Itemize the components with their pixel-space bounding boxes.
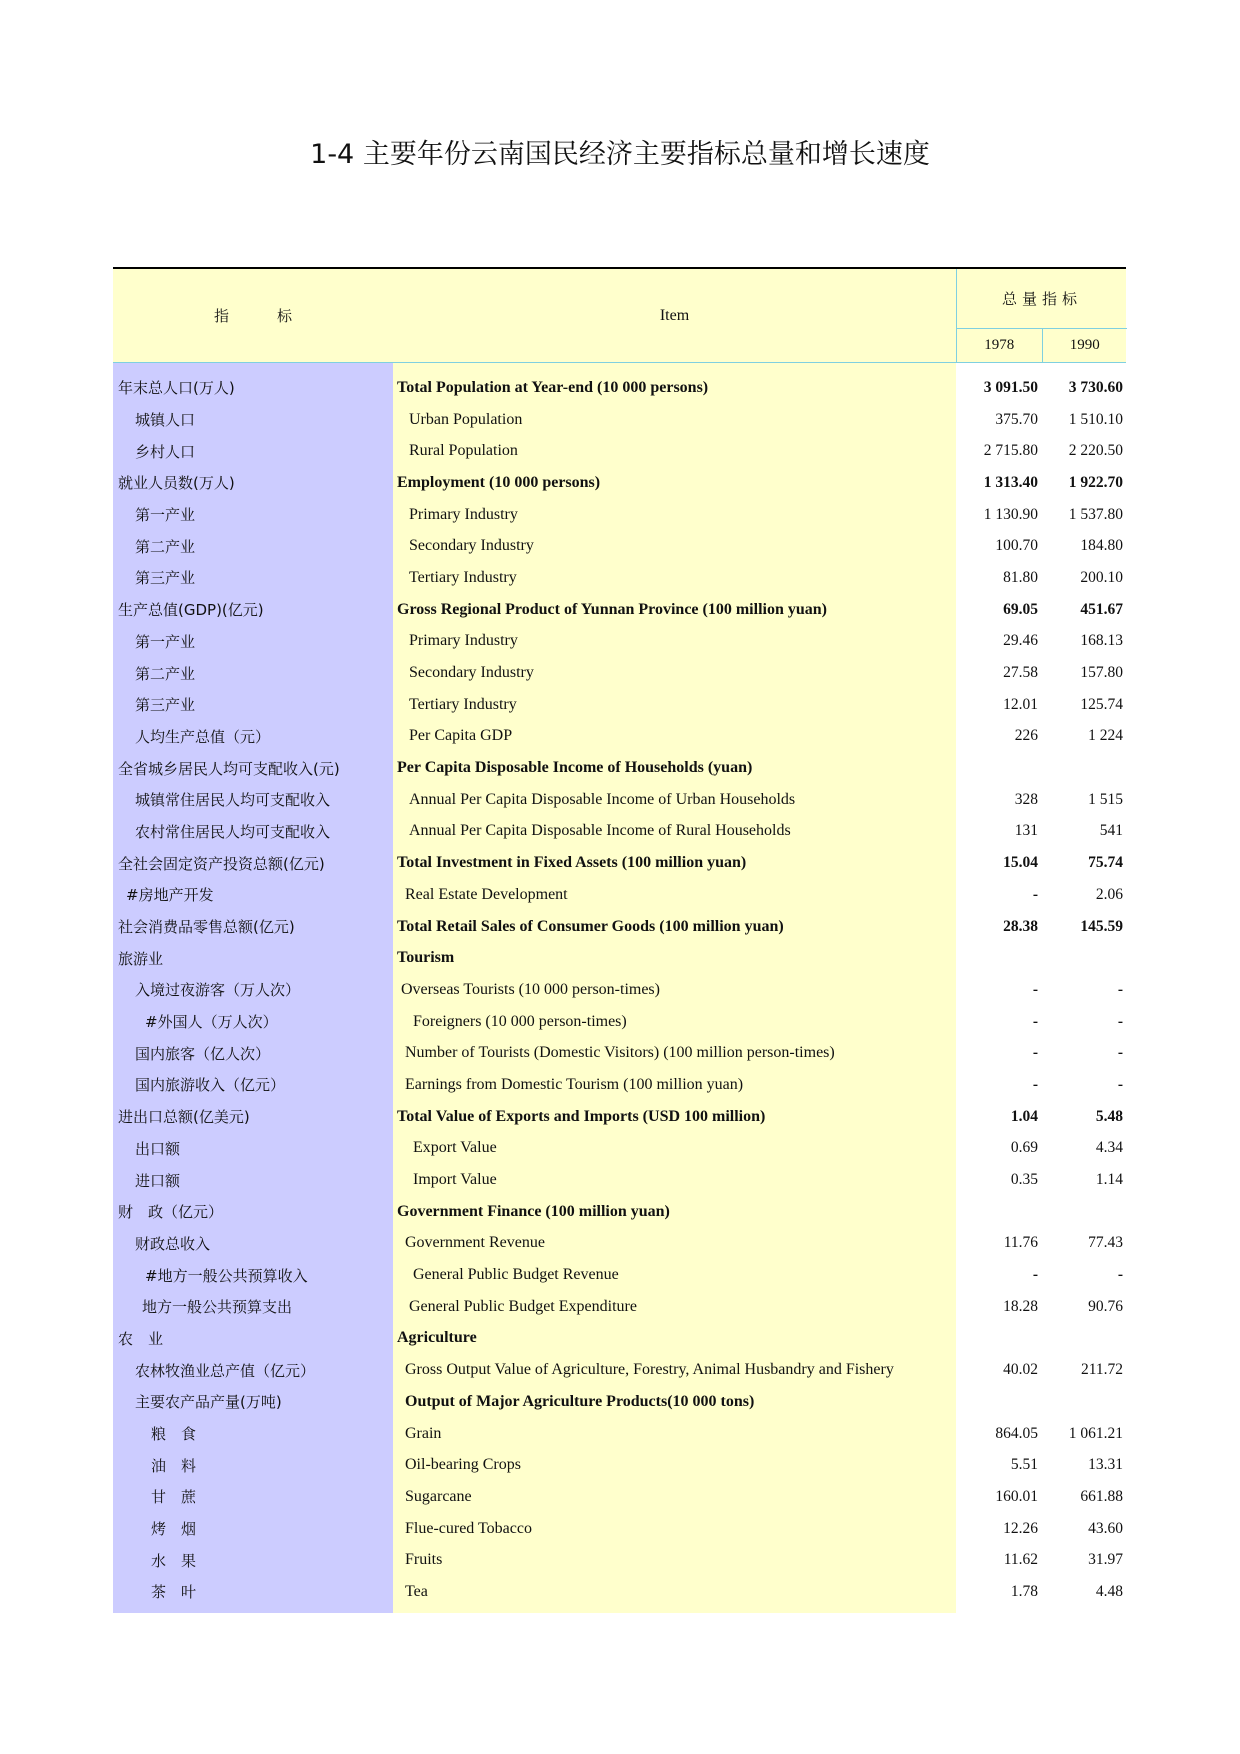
value-1990: 1 537.80 bbox=[1068, 505, 1123, 523]
row-label-cn: 农林牧渔业总产值（亿元） bbox=[113, 1354, 393, 1386]
value-1990: 145.59 bbox=[1080, 917, 1123, 935]
statistics-table bbox=[113, 267, 1126, 1613]
row-label-cn: 甘 蔗 bbox=[113, 1481, 393, 1513]
row-label-cn: 第一产业 bbox=[113, 626, 393, 658]
value-1990: 13.31 bbox=[1088, 1456, 1123, 1474]
value-1978: 40.02 bbox=[1003, 1361, 1038, 1379]
table-row bbox=[113, 404, 1126, 436]
row-label-en: Grain bbox=[393, 1418, 956, 1450]
row-label-en: Gross Regional Product of Yunnan Province (100 million yuan) bbox=[393, 594, 956, 626]
row-label-en: Primary Industry bbox=[393, 499, 956, 531]
value-1990: 77.43 bbox=[1088, 1234, 1123, 1252]
row-label-en: Overseas Tourists (10 000 person-times) bbox=[393, 974, 956, 1006]
row-label-en: Total Value of Exports and Imports (USD 100 million) bbox=[393, 1101, 956, 1133]
row-label-en: Tea bbox=[393, 1576, 956, 1608]
value-1990: - bbox=[1117, 1075, 1123, 1093]
value-1978: 1 130.90 bbox=[983, 505, 1038, 523]
table-row bbox=[113, 1101, 1126, 1133]
table-row bbox=[113, 721, 1126, 753]
value-1978: - bbox=[1032, 1075, 1038, 1093]
row-label-cn: 就业人员数(万人) bbox=[113, 467, 393, 499]
value-1978: 18.28 bbox=[1003, 1297, 1038, 1315]
row-label-en: Real Estate Development bbox=[393, 879, 956, 911]
page-title bbox=[0, 132, 1240, 171]
value-1978: 11.62 bbox=[1003, 1551, 1038, 1569]
table-row bbox=[113, 1291, 1126, 1323]
table-row bbox=[113, 530, 1126, 562]
value-1978: 0.35 bbox=[1010, 1171, 1038, 1189]
table-row bbox=[113, 1449, 1126, 1481]
table-row bbox=[113, 689, 1126, 721]
value-1990: - bbox=[1117, 980, 1123, 998]
table-row bbox=[113, 1037, 1126, 1069]
row-label-en: Import Value bbox=[393, 1164, 956, 1196]
row-label-en: Foreigners (10 000 person-times) bbox=[393, 1006, 956, 1038]
row-label-en: Tertiary Industry bbox=[393, 689, 956, 721]
row-label-en: Tourism bbox=[393, 942, 956, 974]
row-label-cn: 国内旅客（亿人次） bbox=[113, 1037, 393, 1069]
row-label-en: Government Finance (100 million yuan) bbox=[393, 1196, 956, 1228]
table-row bbox=[113, 1259, 1126, 1291]
table-row bbox=[113, 1323, 1126, 1355]
row-label-en: Annual Per Capita Disposable Income of Rural Households bbox=[393, 816, 956, 848]
row-label-en: Employment (10 000 persons) bbox=[393, 467, 956, 499]
row-label-cn: 农 业 bbox=[113, 1323, 393, 1355]
value-1990 bbox=[1041, 1196, 1126, 1228]
table-row bbox=[113, 1513, 1126, 1545]
table-row bbox=[113, 1228, 1126, 1260]
value-1990: 75.74 bbox=[1088, 854, 1123, 872]
row-label-cn: 进口额 bbox=[113, 1164, 393, 1196]
value-1978: 160.01 bbox=[995, 1487, 1038, 1505]
row-label-cn: 财 政（亿元） bbox=[113, 1196, 393, 1228]
value-1990: 661.88 bbox=[1080, 1487, 1123, 1505]
row-label-en: Earnings from Domestic Tourism (100 million yuan) bbox=[393, 1069, 956, 1101]
table-row bbox=[113, 1418, 1126, 1450]
value-1990: - bbox=[1117, 1044, 1123, 1062]
row-label-cn: 水 果 bbox=[113, 1544, 393, 1576]
table-row bbox=[113, 435, 1126, 467]
value-1978 bbox=[956, 1386, 1041, 1418]
value-1990: 451.67 bbox=[1080, 600, 1123, 618]
table-title: 主要年份云南国民经济主要指标总量和增长速度 bbox=[362, 139, 930, 170]
value-1978: 5.51 bbox=[1010, 1456, 1038, 1474]
row-label-cn: 油 料 bbox=[113, 1449, 393, 1481]
row-label-cn: 全社会固定资产投资总额(亿元) bbox=[113, 847, 393, 879]
value-1990: 5.48 bbox=[1095, 1107, 1123, 1125]
row-label-en: General Public Budget Expenditure bbox=[393, 1291, 956, 1323]
value-1978 bbox=[956, 1196, 1041, 1228]
value-1978: 81.80 bbox=[1003, 568, 1038, 586]
table-row bbox=[113, 847, 1126, 879]
value-1978: - bbox=[1032, 1266, 1038, 1284]
value-1990: 1 515 bbox=[1088, 790, 1123, 808]
table-row bbox=[113, 594, 1126, 626]
table-row bbox=[113, 1164, 1126, 1196]
value-1978: 100.70 bbox=[995, 537, 1038, 555]
value-1990: 4.48 bbox=[1095, 1582, 1123, 1600]
row-label-cn: 粮 食 bbox=[113, 1418, 393, 1450]
table-code: 1-4 bbox=[310, 139, 355, 170]
value-1978: - bbox=[1032, 980, 1038, 998]
header-years bbox=[957, 329, 1127, 362]
value-1978: 0.69 bbox=[1010, 1139, 1038, 1157]
value-1978: 864.05 bbox=[995, 1424, 1038, 1442]
row-label-cn: 茶 叶 bbox=[113, 1576, 393, 1608]
row-label-cn: 国内旅游收入（亿元） bbox=[113, 1069, 393, 1101]
row-label-cn: 第二产业 bbox=[113, 530, 393, 562]
table-row bbox=[113, 1576, 1126, 1608]
value-1990: 1 510.10 bbox=[1068, 410, 1123, 428]
row-label-cn: #地方一般公共预算收入 bbox=[113, 1259, 393, 1291]
row-label-en: Total Investment in Fixed Assets (100 million yuan) bbox=[393, 847, 956, 879]
table-row bbox=[113, 911, 1126, 943]
row-label-en: Primary Industry bbox=[393, 626, 956, 658]
row-label-en: Gross Output Value of Agriculture, Forestry, Animal Husbandry and Fishery bbox=[393, 1354, 956, 1386]
value-1978: 131 bbox=[1014, 822, 1038, 840]
table-row bbox=[113, 942, 1126, 974]
value-1990: 4.34 bbox=[1095, 1139, 1123, 1157]
value-1990: 1 224 bbox=[1088, 727, 1123, 745]
header-indicator-cn: 指标 bbox=[213, 307, 340, 325]
row-label-cn: 人均生产总值（元） bbox=[113, 721, 393, 753]
row-label-cn: 乡村人口 bbox=[113, 435, 393, 467]
table-row bbox=[113, 657, 1126, 689]
row-label-en: Total Retail Sales of Consumer Goods (100 million yuan) bbox=[393, 911, 956, 943]
value-1978: 1 313.40 bbox=[983, 473, 1038, 491]
row-label-cn: 出口额 bbox=[113, 1133, 393, 1165]
row-label-cn: 城镇人口 bbox=[113, 404, 393, 436]
value-1978: - bbox=[1032, 885, 1038, 903]
table-row bbox=[113, 816, 1126, 848]
value-1990: 3 730.60 bbox=[1068, 378, 1123, 396]
value-1990: 43.60 bbox=[1088, 1519, 1123, 1537]
value-1990: 90.76 bbox=[1088, 1297, 1123, 1315]
value-1990: 2.06 bbox=[1095, 885, 1123, 903]
table-row bbox=[113, 499, 1126, 531]
value-1978: 226 bbox=[1014, 727, 1038, 745]
table-row bbox=[113, 879, 1126, 911]
header-year-1990: 1990 bbox=[1069, 337, 1100, 353]
row-label-cn: 农村常住居民人均可支配收入 bbox=[113, 816, 393, 848]
row-label-cn: 第二产业 bbox=[113, 657, 393, 689]
value-1990: 31.97 bbox=[1088, 1551, 1123, 1569]
value-1990: - bbox=[1117, 1012, 1123, 1030]
value-1990 bbox=[1041, 1323, 1126, 1355]
value-1978 bbox=[956, 942, 1041, 974]
value-1990: 157.80 bbox=[1080, 664, 1123, 682]
value-1990: - bbox=[1117, 1266, 1123, 1284]
table-row bbox=[113, 1481, 1126, 1513]
header-total-label: 总量指标 bbox=[957, 269, 1127, 329]
row-label-en: Export Value bbox=[393, 1133, 956, 1165]
table-body-tail bbox=[113, 1608, 1126, 1613]
row-label-en: Sugarcane bbox=[393, 1481, 956, 1513]
value-1978: 1.04 bbox=[1010, 1107, 1038, 1125]
row-label-en: Oil-bearing Crops bbox=[393, 1449, 956, 1481]
value-1978: - bbox=[1032, 1044, 1038, 1062]
row-label-cn: 年末总人口(万人) bbox=[113, 372, 393, 404]
row-label-en: Government Revenue bbox=[393, 1228, 956, 1260]
value-1990: 1 061.21 bbox=[1068, 1424, 1123, 1442]
row-label-cn: 主要农产品产量(万吨) bbox=[113, 1386, 393, 1418]
value-1990: 1.14 bbox=[1095, 1171, 1123, 1189]
row-label-en: Total Population at Year-end (10 000 persons) bbox=[393, 372, 956, 404]
value-1990: 211.72 bbox=[1080, 1361, 1123, 1379]
row-label-cn: 生产总值(GDP)(亿元) bbox=[113, 594, 393, 626]
table-row bbox=[113, 1354, 1126, 1386]
table-row bbox=[113, 1544, 1126, 1576]
table-row bbox=[113, 784, 1126, 816]
row-label-cn: #房地产开发 bbox=[113, 879, 393, 911]
row-label-cn: 社会消费品零售总额(亿元) bbox=[113, 911, 393, 943]
value-1990: 2 220.50 bbox=[1068, 442, 1123, 460]
header-year-1978: 1978 bbox=[957, 329, 1043, 362]
table-body bbox=[113, 363, 1126, 1613]
row-label-cn: 入境过夜游客（万人次） bbox=[113, 974, 393, 1006]
table-header bbox=[113, 269, 1126, 362]
value-1978: 1.78 bbox=[1010, 1582, 1038, 1600]
value-1978: 328 bbox=[1014, 790, 1038, 808]
row-label-en: General Public Budget Revenue bbox=[393, 1259, 956, 1291]
row-label-en: Per Capita GDP bbox=[393, 721, 956, 753]
row-label-cn: 烤 烟 bbox=[113, 1513, 393, 1545]
value-1978: 2 715.80 bbox=[983, 442, 1038, 460]
table-body-spacer bbox=[113, 363, 1126, 372]
value-1978: 27.58 bbox=[1003, 664, 1038, 682]
row-label-en: Tertiary Industry bbox=[393, 562, 956, 594]
row-label-cn: 第三产业 bbox=[113, 689, 393, 721]
row-label-cn: #外国人（万人次） bbox=[113, 1006, 393, 1038]
table-row bbox=[113, 372, 1126, 404]
value-1990: 125.74 bbox=[1080, 695, 1123, 713]
row-label-en: Number of Tourists (Domestic Visitors) (100 million person-times) bbox=[393, 1037, 956, 1069]
value-1990 bbox=[1041, 1386, 1126, 1418]
table-row bbox=[113, 752, 1126, 784]
value-1990: 200.10 bbox=[1080, 568, 1123, 586]
table-row bbox=[113, 1006, 1126, 1038]
table-row bbox=[113, 1133, 1126, 1165]
row-label-cn: 财政总收入 bbox=[113, 1228, 393, 1260]
row-label-en: Per Capita Disposable Income of Households (yuan) bbox=[393, 752, 956, 784]
row-label-cn: 旅游业 bbox=[113, 942, 393, 974]
value-1978: 375.70 bbox=[995, 410, 1038, 428]
value-1990: 541 bbox=[1099, 822, 1123, 840]
table-row bbox=[113, 1196, 1126, 1228]
value-1978: 3 091.50 bbox=[983, 378, 1038, 396]
value-1990: 184.80 bbox=[1080, 537, 1123, 555]
table-row bbox=[113, 1069, 1126, 1101]
value-1978: 11.76 bbox=[1003, 1234, 1038, 1252]
row-label-en: Fruits bbox=[393, 1544, 956, 1576]
value-1990: 1 922.70 bbox=[1068, 473, 1123, 491]
row-label-en: Rural Population bbox=[393, 435, 956, 467]
table-row bbox=[113, 626, 1126, 658]
table-row bbox=[113, 562, 1126, 594]
row-label-en: Urban Population bbox=[393, 404, 956, 436]
row-label-cn: 进出口总额(亿美元) bbox=[113, 1101, 393, 1133]
row-label-cn: 全省城乡居民人均可支配收入(元) bbox=[113, 752, 393, 784]
value-1978 bbox=[956, 1323, 1041, 1355]
value-1978: 29.46 bbox=[1003, 632, 1038, 650]
table-row bbox=[113, 467, 1126, 499]
value-1978 bbox=[956, 752, 1041, 784]
row-label-cn: 城镇常住居民人均可支配收入 bbox=[113, 784, 393, 816]
row-label-en: Secondary Industry bbox=[393, 657, 956, 689]
value-1990: 168.13 bbox=[1080, 632, 1123, 650]
row-label-cn: 地方一般公共预算支出 bbox=[113, 1291, 393, 1323]
row-label-cn: 第一产业 bbox=[113, 499, 393, 531]
row-label-cn: 第三产业 bbox=[113, 562, 393, 594]
value-1978: - bbox=[1032, 1012, 1038, 1030]
header-item-en: Item bbox=[659, 306, 690, 324]
value-1978: 12.01 bbox=[1003, 695, 1038, 713]
row-label-en: Annual Per Capita Disposable Income of Urban Households bbox=[393, 784, 956, 816]
table-row bbox=[113, 1386, 1126, 1418]
row-label-en: Flue-cured Tobacco bbox=[393, 1513, 956, 1545]
value-1978: 69.05 bbox=[1003, 600, 1038, 618]
row-label-en: Agriculture bbox=[393, 1323, 956, 1355]
row-label-en: Secondary Industry bbox=[393, 530, 956, 562]
value-1990 bbox=[1041, 942, 1126, 974]
header-total-group bbox=[956, 269, 1127, 362]
table-row bbox=[113, 974, 1126, 1006]
value-1978: 28.38 bbox=[1003, 917, 1038, 935]
value-1978: 12.26 bbox=[1003, 1519, 1038, 1537]
row-label-en: Output of Major Agriculture Products(10 000 tons) bbox=[393, 1386, 956, 1418]
value-1990 bbox=[1041, 752, 1126, 784]
value-1978: 15.04 bbox=[1003, 854, 1038, 872]
